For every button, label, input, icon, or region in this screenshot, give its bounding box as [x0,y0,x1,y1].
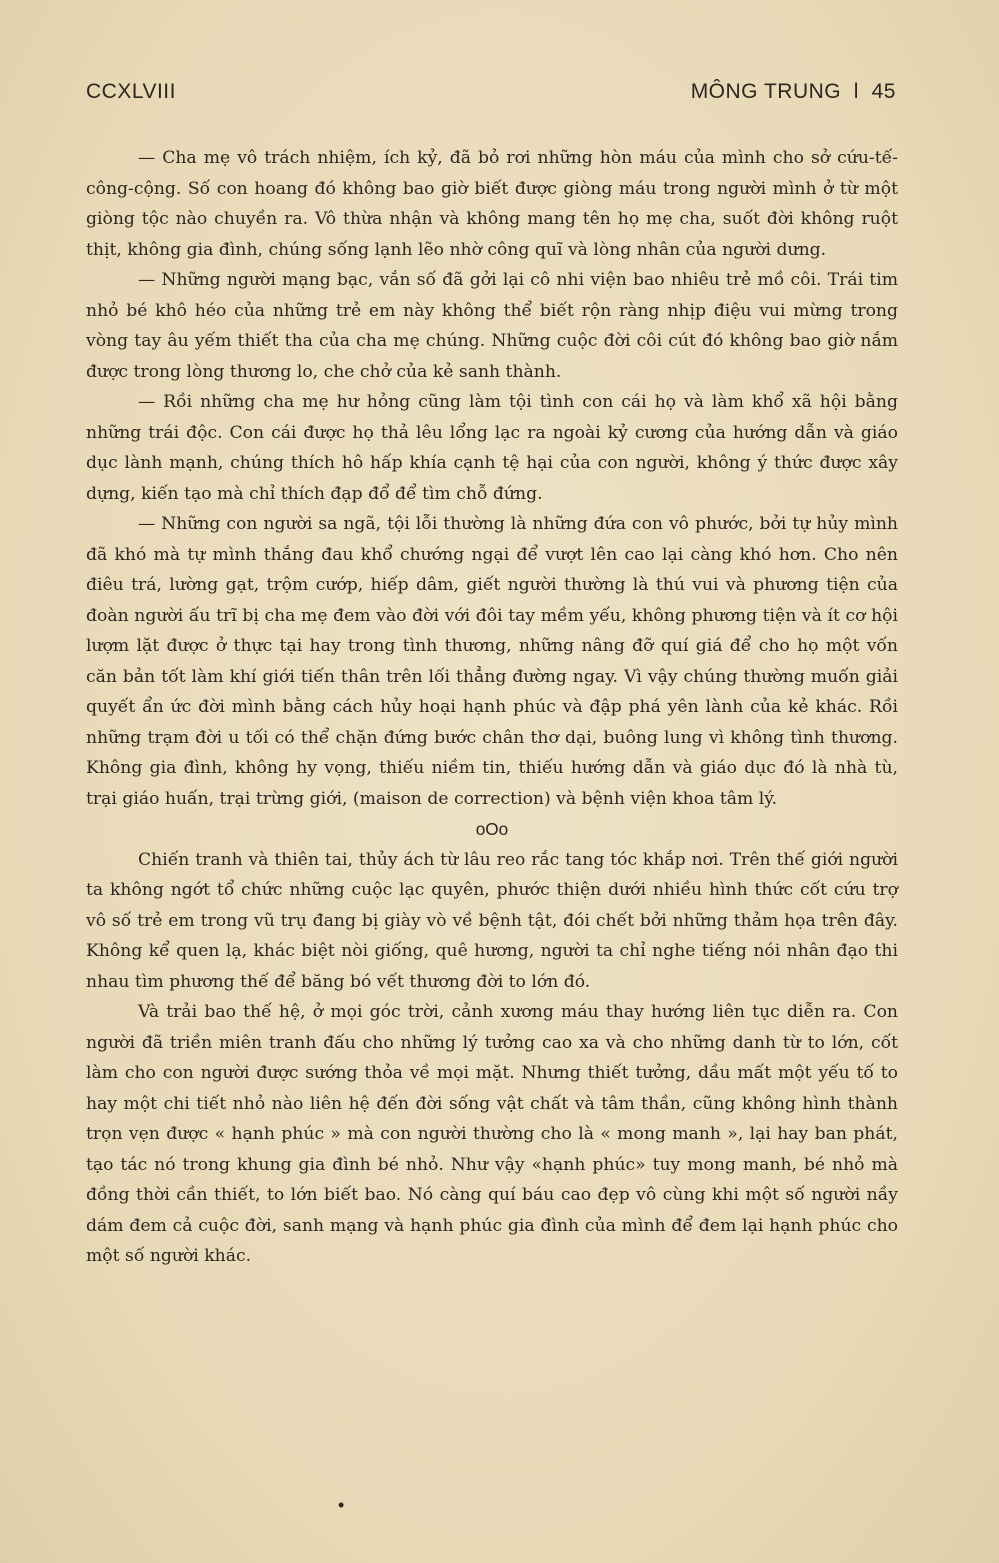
page-body [86,143,898,1272]
paragraph: — Rồi những cha mẹ hư hỏng cũng làm tội tình con cái họ và làm khổ xã hội bằng những trái độc. Con cái được họ thả lêu lổng lạc ra ngoài kỷ cương của hướng dẫn và giáo dục lành mạnh, chúng thích hô hấp khía cạnh tệ hại của con người, không ý thức được xây dựng, kiến tạo mà chỉ thích đạp đổ để tìm chỗ đứng. [86,392,898,504]
paragraph: — Cha mẹ vô trách nhiệm, ích kỷ, đã bỏ rơi những hòn máu của mình cho sở cứu-tế-công-cộng. Số con hoang đó không bao giờ biết được giòng máu trong người mình ở từ một giòng tộc nào chuyền ra. Vô thừa nhận và không mang tên họ mẹ cha, suốt đời không ruột thịt, không gia đình, chúng sống lạnh lẽo nhờ công quĩ và lòng nhân của người dưng. [86,148,898,260]
paragraph: Và trải bao thế hệ, ở mọi góc trời, cảnh xương máu thay hướng liên tục diễn ra. Con người đã triền miên tranh đấu cho những lý tưởng cao xa và cho những danh từ to lớn, cốt làm cho con người được sướng thỏa về mọi mặt. Nhưng thiết tưởng, dầu mất một yếu tố to hay một chi tiết nhỏ nào liên hệ đến đời sống vật chất và tâm thần, cũng không hình thành trọn vẹn được « hạnh phúc » mà con người thường cho là « mong manh », lại hay ban phát, tạo tác nó trong khung gia đình bé nhỏ. Như vậy «hạnh phúc» tuy mong manh, bé nhỏ mà đồng thời cần thiết, to lớn biết bao. Nó càng quí báu cao đẹp vô cùng khi một số người nầy dám đem cả cuộc đời, sanh mạng và hạnh phúc gia đình của mình để đem lại hạnh phúc cho một số người khác. [86,1002,898,1266]
chapter-number: CCXLVIII [86,80,176,103]
paragraph: — Những người mạng bạc, vắn số đã gởi lại cô nhi viện bao nhiêu trẻ mồ côi. Trái tim nhỏ bé khô héo của những trẻ em này không thể biết rộn ràng nhịp điệu vui mừng trong vòng tay âu yếm thiết tha của cha mẹ chúng. Những cuộc đời côi cút đó không bao giờ nắm được trong lòng thương lo, che chở của kẻ sanh thành. [86,270,898,382]
paragraph: Chiến tranh và thiên tai, thủy ách từ lâu reo rắc tang tóc khắp nơi. Trên thế giới người ta không ngớt tổ chức những cuộc lạc quyên, phước thiện dưới nhiều hình thức cốt cứu trợ vô số trẻ em trong vũ trụ đang bị giày vò về bệnh tật, đói chết bởi những thảm họa trên đây. Không kể quen lạ, khác biệt nòi giống, quê hương, người ta chỉ nghe tiếng nói nhân đạo thi nhau tìm phương thế để băng bó vết thương đời to lớn đó. [86,849,898,992]
section-separator: oOo [475,819,509,839]
footer-mark: • [338,1495,345,1515]
paragraph: — Những con người sa ngã, tội lỗi thường là những đứa con vô phước, bởi tự hủy mình đã khó mà tự mình thắng đau khổ chướng ngại để vượt lên cao lại càng khó hơn. Cho nên điêu trá, lường gạt, trộm cướp, hiếp dâm, giết người thường là thú vui và phương tiện của đoàn người ấu trĩ bị cha mẹ đem vào đời với đôi tay mềm yếu, không phương tiện và ít cơ hội lượm lặt được ở thực tại hay trong tình thương, những nâng đỡ quí giá để cho họ một vốn căn bản tốt làm khí giới tiến thân trên lối thẳng đường ngay. Vì vậy chúng thường muốn giải quyết ẩn ức đời mình bằng cách hủy hoại hạnh phúc và đập phá yên lành của kẻ khác. Rồi những trạm đời u tối có thể chặn đứng bước chân thơ dại, buông lung vì không tình thương. Không gia đình, không hy vọng, thiếu niềm tin, thiếu hướng dẫn và giáo dục đó là nhà tù, trại giáo huấn, trại trừng giới, (maison de correction) và bệnh viện khoa tâm lý. [86,514,898,809]
running-title-page-number: MÔNG TRUNG l 45 [690,80,896,103]
